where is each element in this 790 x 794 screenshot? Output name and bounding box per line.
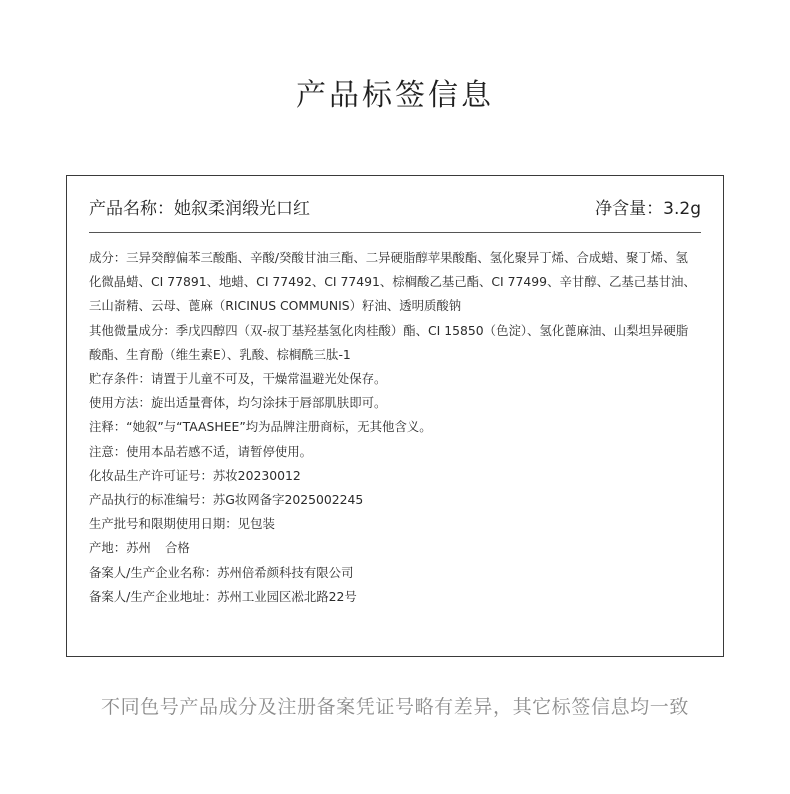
origin-text: 产地：苏州 [89, 540, 151, 556]
trace-ingredients-text: 其他微量成分：季戊四醇四（双-叔丁基羟基氢化肉桂酸）酯、CI 15850（色淀）、氢化蓖麻油、山梨坦异硬脂酸酯、生育酚（维生素E）、乳酸、棕榈酰三肽-1 [89, 322, 689, 362]
caution-text: 注意：使用本品若感不适，请暂停使用。 [89, 443, 313, 459]
product-label-box [66, 175, 724, 657]
qc-text: 合格 [164, 540, 190, 556]
license-text: 化妆品生产许可证号：苏妆20230012 [89, 467, 301, 483]
page-title: 产品标签信息 [296, 78, 494, 113]
product-name-label: 产品名称： [89, 198, 174, 219]
address-text: 备案人/生产企业地址：苏州工业园区凇北路22号 [89, 588, 357, 604]
note-text: 注释：“她叙”与“TAASHEE”均为品牌注册商标，无其他含义。 [89, 419, 432, 435]
disclaimer-text: 不同色号产品成分及注册备案凭证号略有差异，其它标签信息均一致 [100, 696, 689, 718]
usage-text: 使用方法：旋出适量膏体，均匀涂抹于唇部肌肤即可。 [89, 395, 387, 411]
net-content-label: 净含量： [595, 198, 664, 219]
standard-text: 产品执行的标准编号：苏G妆网备字2025002245 [89, 492, 364, 508]
company-text: 备案人/生产企业名称：苏州倍希颜科技有限公司 [89, 564, 354, 580]
net-content [595, 194, 701, 219]
storage-text: 贮存条件：请置于儿童不可及，干燥常温避光处保存。 [89, 371, 387, 387]
product-name [89, 194, 310, 219]
origin-line [89, 536, 697, 560]
ingredients-text: 成分：三异癸醇偏苯三酸酯、辛酸/癸酸甘油三酯、二异硬脂醇苹果酸酯、氢化聚异丁烯、合成蜡、聚丁烯、氢化微晶蜡、CI 77891、地蜡、CI 77492、CI 77491、棕榈酸乙基己酯、CI 77499、辛甘醇、乙基己基甘油、三山嵛精、云母、蓖麻（RICINUS COMMUNIS）籽油、透明质酸钠 [89, 250, 696, 314]
batch-text: 生产批号和限期使用日期：见包装 [89, 516, 275, 532]
label-header [89, 192, 701, 220]
header-divider [89, 232, 701, 233]
label-details [89, 246, 697, 609]
product-name-value: 她叙柔润缎光口红 [174, 198, 310, 219]
net-content-value: 3.2g [663, 198, 701, 219]
